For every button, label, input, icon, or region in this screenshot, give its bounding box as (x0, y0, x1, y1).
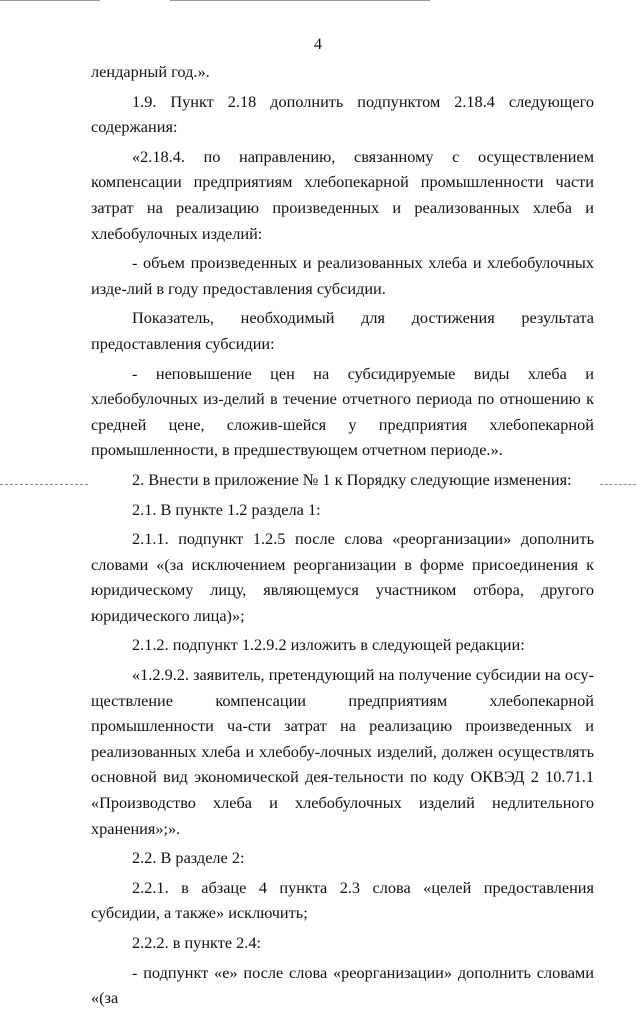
paragraph-2-1-1: 2.1.1. подпункт 1.2.5 после слова «реорганизации» дополнить словами «(за исключением реорганизации в форме присоединения к юридическому лицу, являющемуся участником отбора, другого юридического лица)»; (91, 529, 594, 625)
paragraph-2-2-1: 2.2.1. в абзаце 4 пункта 2.3 слова «целей предоставления субсидии, а также» исключить; (91, 877, 594, 923)
page-number: 4 (314, 36, 322, 53)
paragraph-2-2-2: 2.2.2. в пункте 2.4: (132, 933, 262, 952)
paragraph-2-1: 2.1. В пункте 1.2 раздела 1: (132, 499, 321, 519)
paragraph-indicator-heading: Показатель, необходимый для достижения результата предоставления субсидии: (91, 308, 594, 353)
paragraph-volume-indicator: - объем произведенных и реализованных хлеба и хлебобулочных изде-лий в году предоставления субсидии. (91, 253, 594, 298)
paragraph-2-2: 2.2. В разделе 2: (132, 848, 245, 868)
paragraph-subpoint-e: - подпункт «е» после слова «реорганизации» дополнить словами «(за (91, 962, 594, 1008)
scan-cut-line-right (600, 484, 636, 485)
paragraph-2-18-4: «2.18.4. по направлению, связанному с осуществлением компенсации предприятиям хлебопекарной промышленности части затрат на реализацию произведенных и реализованных хлеба и хлебобулочных изделий: (91, 146, 594, 243)
paragraph-1-2-9-2: «1.2.9.2. заявитель, претендующий на получение субсидии на осу-ществление компенсации предприятиям хлебопекарной промышленности ча-сти затрат на реализацию произведенных и реализованных хлеба и хлебобу-лочных изделий, должен осуществлять основной вид экономической дея-тельности по коду ОКВЭД 2 10.71.1 «Производство хлеба и хлебобулочных изделий недлительного хранения»;». (91, 665, 594, 838)
document-body (91, 59, 594, 1015)
paragraph-price-indicator: - неповышение цен на субсидируемые виды хлеба и хлебобулочных из-делий в течение отчетного периода по отношению к средней цене, сложив-шейся у предприятия хлебопекарной промышленности, в предшествующем отчетном периоде.». (91, 363, 594, 460)
paragraph-1-9: 1.9. Пункт 2.18 дополнить подпунктом 2.18.4 следующего содержания: (91, 91, 594, 137)
scan-edge-top-left (0, 0, 100, 1)
scan-cut-line-left (0, 484, 88, 485)
paragraph-2-1-2: 2.1.2. подпункт 1.2.9.2 изложить в следующей редакции: (132, 635, 525, 655)
paragraph-2: 2. Внести в приложение № 1 к Порядку следующие изменения: (132, 469, 572, 489)
paragraph-continuation: лендарный год.». (91, 62, 210, 81)
scan-edge-top-right (170, 0, 430, 1)
